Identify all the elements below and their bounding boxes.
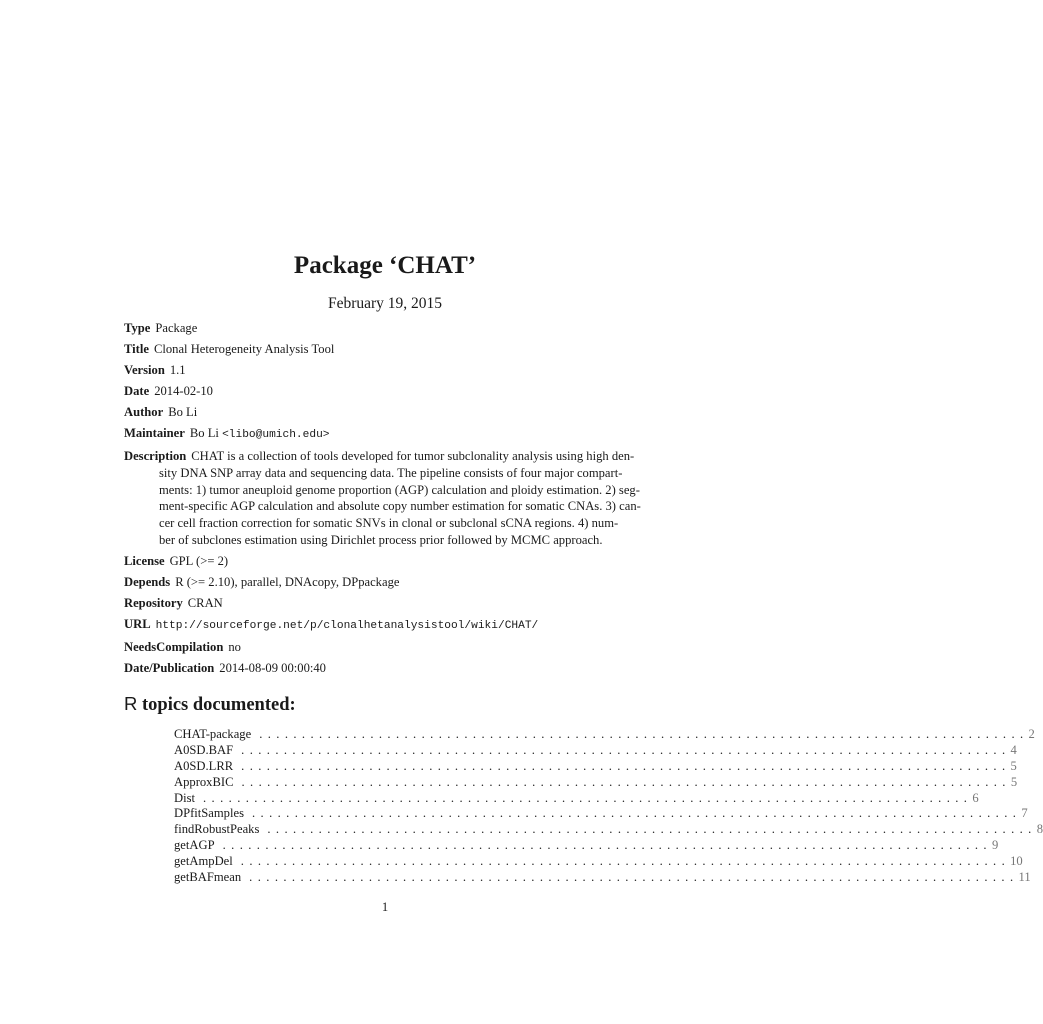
toc-leader-dots: .......................................................................................... — [241, 758, 1011, 773]
document-date: February 19, 2015 — [327, 295, 443, 312]
toc-entry-name[interactable]: getAmpDel — [174, 854, 233, 869]
field-maintainer — [124, 425, 644, 444]
toc-entry-name[interactable]: A0SD.BAF — [174, 742, 234, 757]
maintainer-email: <libo@umich.edu> — [222, 428, 330, 441]
field-key: URL — [124, 616, 151, 631]
description-line: cer cell fraction correction for somatic SNVs in clonal or subclonal sCNA regions. 4) num- — [159, 516, 619, 531]
section-heading — [124, 693, 296, 716]
toc-leader-dots: .......................................................................................... — [203, 790, 973, 805]
field-version — [124, 362, 644, 379]
field-key: Version — [124, 362, 165, 377]
field-key: Title — [124, 341, 149, 356]
description-line: ber of subclones estimation using Dirichlet process prior followed by MCMC approach. — [159, 532, 603, 547]
field-key: Depends — [124, 574, 171, 589]
r-logo-letter: R — [124, 693, 138, 714]
toc-entry-name[interactable]: A0SD.LRR — [174, 758, 234, 773]
toc-leader-dots: .......................................................................................... — [251, 806, 1022, 821]
toc-page-number[interactable]: 4 — [1010, 742, 1017, 757]
field-type — [124, 320, 644, 337]
toc-page-number[interactable]: 10 — [1010, 854, 1023, 869]
field-value: CRAN — [187, 595, 223, 610]
page-title: Package ‘CHAT’ — [293, 252, 477, 279]
field-value: Package — [155, 321, 198, 335]
toc-row[interactable] — [174, 742, 1017, 759]
toc-page-number[interactable]: 9 — [991, 838, 999, 853]
page-number: 1 — [381, 900, 389, 914]
field-key: NeedsCompilation — [124, 639, 224, 654]
field-value: 1.1 — [169, 362, 186, 377]
field-depends — [124, 574, 644, 591]
toc-entry-name[interactable]: Dist — [174, 790, 195, 805]
toc-leader-dots: .......................................................................................... — [259, 727, 1029, 741]
url-link[interactable]: http://sourceforge.net/p/clonalhetanalysistool/wiki/CHAT/ — [155, 619, 539, 632]
field-description — [124, 448, 644, 549]
table-of-contents — [174, 727, 1043, 886]
toc-entry-name[interactable]: CHAT-package — [174, 727, 252, 741]
field-value: Bo Li — [168, 404, 198, 419]
field-key: Date/Publication — [124, 660, 215, 675]
field-value: 2014-08-09 00:00:40 — [219, 660, 326, 675]
toc-page-number[interactable]: 5 — [1010, 774, 1018, 789]
toc-page-number[interactable]: 2 — [1028, 727, 1035, 741]
toc-leader-dots: .......................................................................................... — [267, 822, 1037, 837]
toc-page-number[interactable]: 5 — [1010, 758, 1017, 773]
field-key: Type — [124, 321, 151, 335]
field-license — [124, 553, 644, 570]
description-line: ment-specific AGP calculation and absolute copy number estimation for somatic CNAs. 3) can- — [159, 499, 641, 514]
field-key: Description — [124, 448, 187, 463]
field-author — [124, 404, 644, 421]
description-line: sity DNA SNP array data and sequencing data. The pipeline consists of four major compart- — [159, 465, 623, 480]
toc-row[interactable] — [174, 727, 1035, 743]
field-value: Clonal Heterogeneity Analysis Tool — [153, 341, 335, 356]
toc-page-number[interactable]: 6 — [972, 790, 979, 805]
toc-entry-name[interactable]: getBAFmean — [174, 870, 242, 885]
description-line: ments: 1) tumor aneuploid genome proportion (AGP) calculation and ploidy estimation. 2) seg- — [159, 482, 640, 497]
toc-row[interactable] — [174, 838, 999, 854]
toc-row[interactable] — [174, 774, 1018, 791]
toc-row[interactable] — [174, 854, 1023, 870]
toc-entry-name[interactable]: findRobustPeaks — [174, 822, 260, 837]
toc-entry-name[interactable]: getAGP — [174, 838, 215, 853]
section-heading-text: topics documented: — [137, 695, 296, 715]
toc-page-number[interactable]: 11 — [1018, 870, 1031, 885]
toc-entry-name[interactable]: ApproxBIC — [174, 774, 234, 789]
description-line: CHAT is a collection of tools developed for tumor subclonality analysis using high den- — [191, 448, 635, 463]
field-value: R (>= 2.10), parallel, DNAcopy, DPpackage — [175, 574, 400, 589]
field-publication — [124, 660, 644, 677]
toc-leader-dots: .......................................................................................... — [249, 870, 1019, 885]
toc-row[interactable] — [174, 806, 1028, 822]
field-date — [124, 383, 644, 400]
field-needs-compilation — [124, 639, 644, 656]
field-key: Author — [124, 404, 164, 419]
package-fields — [124, 320, 644, 681]
toc-page-number[interactable]: 7 — [1021, 806, 1028, 821]
field-repository — [124, 595, 644, 612]
field-value: 2014-02-10 — [154, 383, 213, 398]
toc-entry-name[interactable]: DPfitSamples — [174, 806, 244, 821]
field-value: no — [228, 639, 241, 654]
toc-leader-dots: .......................................................................................... — [240, 854, 1011, 869]
field-title — [124, 341, 644, 358]
toc-row[interactable] — [174, 822, 1043, 838]
field-key: Repository — [124, 595, 183, 610]
toc-leader-dots: .......................................................................................... — [241, 774, 1011, 789]
field-key: Maintainer — [124, 425, 185, 440]
toc-leader-dots: .......................................................................................... — [241, 742, 1011, 757]
toc-row[interactable] — [174, 870, 1031, 886]
field-value: GPL (>= 2) — [169, 553, 229, 568]
field-key: Date — [124, 383, 150, 398]
toc-row[interactable] — [174, 758, 1017, 775]
toc-row[interactable] — [174, 790, 979, 807]
field-url — [124, 616, 644, 635]
field-value: Bo Li — [189, 425, 219, 440]
toc-leader-dots: .......................................................................................... — [222, 838, 992, 853]
toc-page-number[interactable]: 8 — [1036, 822, 1043, 837]
field-key: License — [124, 553, 165, 568]
